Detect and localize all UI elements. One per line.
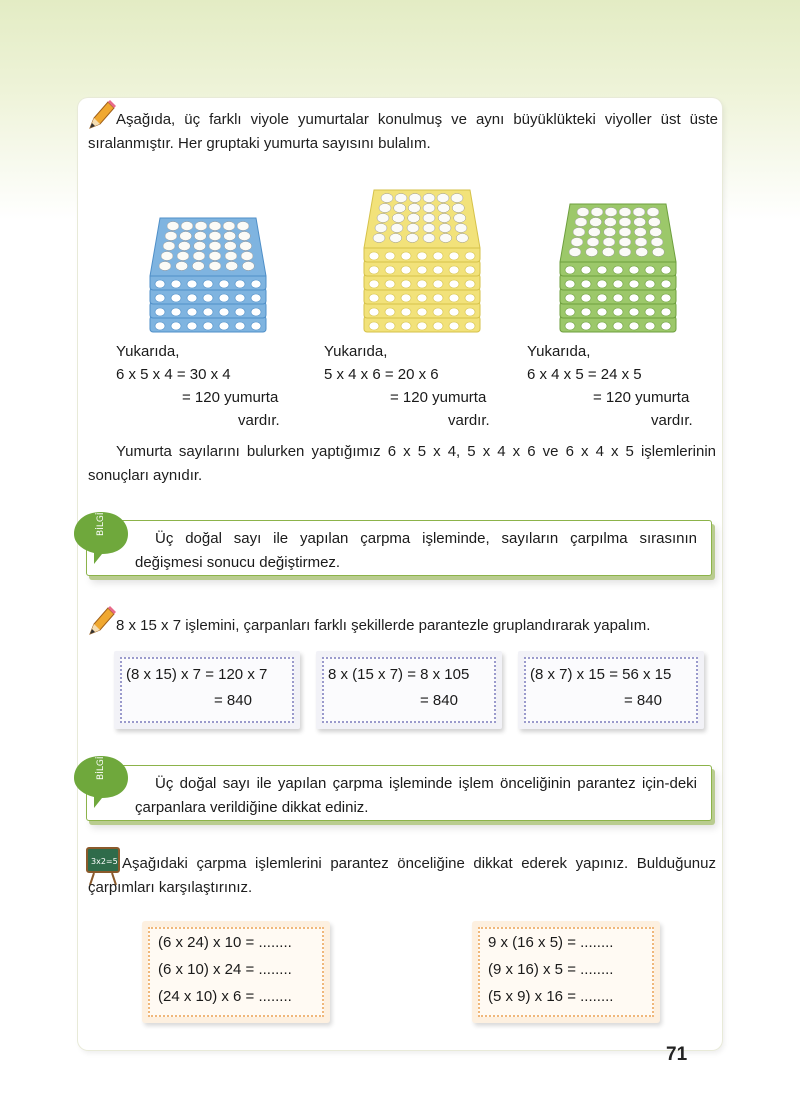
egg	[647, 208, 659, 217]
tray-hole	[629, 294, 639, 302]
tray-hole	[597, 266, 607, 274]
svg-text:BİLGİ: BİLGİ	[96, 512, 106, 536]
tray-hole	[171, 294, 181, 302]
egg	[240, 242, 252, 251]
grouping-line: (8 x 15) x 7 = 120 x 7	[126, 666, 268, 683]
egg	[181, 222, 193, 231]
egg	[573, 228, 585, 237]
calc-column-2	[324, 340, 514, 432]
tray-hole	[645, 322, 655, 330]
tray-hole	[187, 322, 197, 330]
tray-hole	[187, 280, 197, 288]
tray-hole	[581, 280, 591, 288]
egg	[177, 252, 189, 261]
egg	[379, 204, 391, 213]
tray-hole	[203, 308, 213, 316]
exercise-box-left	[142, 921, 330, 1023]
egg	[406, 234, 418, 243]
egg	[209, 232, 221, 241]
page-number: 71	[666, 1044, 688, 1065]
tray-hole	[465, 252, 475, 260]
egg	[636, 248, 648, 257]
egg	[423, 194, 435, 203]
grouping-box-1	[114, 651, 300, 729]
tray-hole	[465, 266, 475, 274]
tray-hole	[417, 266, 427, 274]
tray-hole	[155, 294, 165, 302]
tray-hole	[597, 322, 607, 330]
calc-line: = 120 yumurta	[593, 389, 690, 406]
egg	[223, 222, 235, 231]
tray-hole	[465, 322, 475, 330]
egg	[619, 208, 631, 217]
exercise-item: (24 x 10) x 6 = ........	[158, 988, 292, 1005]
tray-hole	[581, 294, 591, 302]
tray-hole	[645, 294, 655, 302]
tray-hole	[645, 308, 655, 316]
tray-hole	[251, 308, 261, 316]
egg	[438, 204, 450, 213]
egg	[652, 248, 664, 257]
egg	[602, 248, 614, 257]
tray-hole	[433, 252, 443, 260]
egg	[165, 232, 177, 241]
pencil-icon	[86, 604, 116, 638]
egg	[423, 224, 435, 233]
tray-hole	[449, 266, 459, 274]
tray-hole	[449, 252, 459, 260]
tray-hole	[449, 294, 459, 302]
egg	[159, 262, 171, 271]
exercise-box-right	[472, 921, 660, 1023]
svg-text:BİLGİ: BİLGİ	[96, 756, 106, 780]
tray-hole	[171, 308, 181, 316]
egg	[650, 228, 662, 237]
tray-hole	[449, 308, 459, 316]
exercise-item: (6 x 24) x 10 = ........	[158, 934, 292, 951]
egg	[192, 262, 204, 271]
tray-hole	[385, 280, 395, 288]
tray-hole	[565, 308, 575, 316]
tray-hole	[597, 308, 607, 316]
egg	[408, 214, 420, 223]
tray-hole	[597, 294, 607, 302]
tray-hole	[385, 322, 395, 330]
tray-hole	[369, 322, 379, 330]
tray-hole	[645, 266, 655, 274]
egg	[226, 262, 238, 271]
egg	[238, 232, 250, 241]
tray-hole	[565, 322, 575, 330]
tray-hole	[417, 322, 427, 330]
egg	[605, 208, 617, 217]
tray-hole	[187, 294, 197, 302]
tray-hole	[629, 280, 639, 288]
tray-hole	[235, 308, 245, 316]
egg	[224, 232, 236, 241]
egg	[193, 252, 205, 261]
egg	[438, 214, 450, 223]
tray-hole	[369, 266, 379, 274]
egg	[440, 234, 452, 243]
exercise-item: (6 x 10) x 24 = ........	[158, 961, 292, 978]
intro-text: Aşağıda, üç farklı viyole yumurtalar konulmuş ve aynı büyüklükteki viyoller üst üste sıralanmıştır. Her gruptaki yumurta sayısını bulalım.	[88, 111, 718, 152]
tray-hole	[369, 308, 379, 316]
egg	[437, 194, 449, 203]
tray-hole	[597, 280, 607, 288]
tray-hole	[645, 280, 655, 288]
tray-hole	[251, 322, 261, 330]
tray-hole	[465, 308, 475, 316]
tray-hole	[417, 294, 427, 302]
egg	[454, 214, 466, 223]
calc-line: vardır.	[651, 412, 693, 429]
tray-hole	[235, 294, 245, 302]
tray-hole	[385, 294, 395, 302]
tray-hole	[433, 294, 443, 302]
tray-hole	[401, 280, 411, 288]
tray-hole	[401, 252, 411, 260]
info-box-1: Üç doğal sayı ile yapılan çarpma işleminde, sayıların çarpılma sırasının değişmesi sonucu değiştirmez.	[86, 520, 712, 576]
tray-hole	[565, 266, 575, 274]
egg	[456, 234, 468, 243]
tray-hole	[401, 266, 411, 274]
egg	[423, 204, 435, 213]
tray-hole	[661, 294, 671, 302]
calc-line: = 120 yumurta	[182, 389, 279, 406]
tray-hole	[581, 322, 591, 330]
tray-hole	[629, 308, 639, 316]
calc-head: Yukarıda,	[116, 343, 180, 360]
tray-hole	[155, 308, 165, 316]
tray-hole	[219, 322, 229, 330]
egg	[619, 228, 631, 237]
calc-line: vardır.	[238, 412, 280, 429]
egg	[209, 242, 221, 251]
tray-hole	[219, 294, 229, 302]
egg	[619, 238, 631, 247]
exercise-item: 9 x (16 x 5) = ........	[488, 934, 614, 951]
tray-hole	[235, 322, 245, 330]
egg	[604, 228, 616, 237]
calc-line: 5 x 4 x 6 = 20 x 6	[324, 366, 439, 383]
egg	[224, 242, 236, 251]
egg	[176, 262, 188, 271]
egg	[651, 238, 663, 247]
tray-hole	[401, 308, 411, 316]
tray-hole	[433, 280, 443, 288]
egg	[603, 238, 615, 247]
egg	[242, 262, 254, 271]
grouping-result: = 840	[214, 692, 252, 709]
calc-line: vardır.	[448, 412, 490, 429]
egg	[591, 208, 603, 217]
grouping-box-3	[518, 651, 704, 729]
tray-hole	[613, 280, 623, 288]
tray-hole	[235, 280, 245, 288]
tray-hole	[581, 266, 591, 274]
tray-hole	[385, 252, 395, 260]
egg	[194, 232, 206, 241]
egg	[633, 208, 645, 217]
tray-hole	[661, 322, 671, 330]
tray-hole	[565, 280, 575, 288]
tray-hole	[629, 322, 639, 330]
egg	[237, 222, 249, 231]
egg	[586, 248, 598, 257]
tray-hole	[155, 280, 165, 288]
exercise-item: (5 x 9) x 16 = ........	[488, 988, 614, 1005]
grouping-line: (8 x 7) x 15 = 56 x 15	[530, 666, 672, 683]
tray-hole	[369, 280, 379, 288]
egg	[408, 204, 420, 213]
tray-hole	[203, 294, 213, 302]
tray-hole	[417, 252, 427, 260]
tray-hole	[155, 322, 165, 330]
egg	[439, 224, 451, 233]
calc-column-1	[116, 340, 306, 432]
tray-hole	[171, 280, 181, 288]
tray-hole	[401, 294, 411, 302]
info-box-2: Üç doğal sayı ile yapılan çarpma işleminde işlem önceliğinin parantez için-deki çarpanlara verildiğine dikkat ediniz.	[86, 765, 712, 821]
tray-hole	[613, 308, 623, 316]
calc-head: Yukarıda,	[324, 343, 388, 360]
tray-hole	[219, 308, 229, 316]
grouping-box-2	[316, 651, 502, 729]
tray-hole	[251, 294, 261, 302]
egg	[225, 252, 237, 261]
egg	[590, 218, 602, 227]
speech-bubble-icon	[72, 508, 130, 568]
egg	[407, 224, 419, 233]
egg	[423, 214, 435, 223]
egg	[423, 234, 435, 243]
calc-column-3	[527, 340, 717, 432]
egg-tray-stack-blue	[146, 194, 270, 334]
egg-tray-stack-yellow	[360, 170, 484, 334]
tray-hole	[449, 322, 459, 330]
egg	[241, 252, 253, 261]
tray-hole	[613, 294, 623, 302]
egg	[588, 228, 600, 237]
egg	[209, 222, 221, 231]
egg	[373, 234, 385, 243]
tray-hole	[251, 280, 261, 288]
egg	[619, 218, 631, 227]
grouping-line: 8 x (15 x 7) = 8 x 105	[328, 666, 470, 683]
egg	[167, 222, 179, 231]
egg	[575, 218, 587, 227]
speech-bubble-icon	[72, 752, 130, 812]
egg	[195, 222, 207, 231]
egg	[381, 194, 393, 203]
egg	[409, 194, 421, 203]
tray-hole	[581, 308, 591, 316]
tray-hole	[613, 322, 623, 330]
egg	[394, 204, 406, 213]
egg	[569, 248, 581, 257]
tray-hole	[449, 280, 459, 288]
tray-hole	[401, 322, 411, 330]
tray-hole	[661, 266, 671, 274]
board-label: 3x2=5	[91, 857, 118, 866]
egg	[604, 218, 616, 227]
tray-hole	[433, 266, 443, 274]
egg	[587, 238, 599, 247]
egg	[209, 262, 221, 271]
tray-hole	[219, 280, 229, 288]
egg	[634, 218, 646, 227]
egg	[648, 218, 660, 227]
tray-hole	[187, 308, 197, 316]
tray-hole	[203, 280, 213, 288]
egg	[395, 194, 407, 203]
tray-hole	[385, 266, 395, 274]
calc-line: 6 x 4 x 5 = 24 x 5	[527, 366, 642, 383]
tray-hole	[369, 294, 379, 302]
tray-hole	[661, 280, 671, 288]
egg	[375, 224, 387, 233]
tray-hole	[417, 308, 427, 316]
egg	[390, 234, 402, 243]
tray-hole	[629, 266, 639, 274]
egg	[180, 232, 192, 241]
summary-text: Yumurta sayılarını bulurken yaptığımız 6 x 5 x 4, 5 x 4 x 6 ve 6 x 4 x 5 işlemlerinin sonuçları aynıdır.	[88, 443, 716, 484]
grouping-result: = 840	[420, 692, 458, 709]
egg	[619, 248, 631, 257]
egg	[392, 214, 404, 223]
exercise-text: Aşağıdaki çarpma işlemlerini parantez önceliğine dikkat ederek yapınız. Bulduğunuz çarpımları karşılaştırınız.	[88, 855, 716, 896]
calc-line: 6 x 5 x 4 = 30 x 4	[116, 366, 231, 383]
egg	[209, 252, 221, 261]
tray-hole	[565, 294, 575, 302]
tray-hole	[385, 308, 395, 316]
grouping-result: = 840	[624, 692, 662, 709]
egg	[178, 242, 190, 251]
tray-hole	[465, 294, 475, 302]
egg	[194, 242, 206, 251]
egg	[452, 204, 464, 213]
calc-head: Yukarıda,	[527, 343, 591, 360]
egg	[634, 228, 646, 237]
egg	[571, 238, 583, 247]
tray-hole	[661, 308, 671, 316]
tray-hole	[465, 280, 475, 288]
egg	[161, 252, 173, 261]
calc-line: = 120 yumurta	[390, 389, 487, 406]
egg	[635, 238, 647, 247]
exercise-item: (9 x 16) x 5 = ........	[488, 961, 614, 978]
tray-hole	[433, 322, 443, 330]
egg	[577, 208, 589, 217]
egg	[455, 224, 467, 233]
tray-hole	[171, 322, 181, 330]
tray-hole	[433, 308, 443, 316]
egg	[163, 242, 175, 251]
tray-hole	[417, 280, 427, 288]
tray-hole	[203, 322, 213, 330]
tray-hole	[613, 266, 623, 274]
egg	[451, 194, 463, 203]
tray-hole	[369, 252, 379, 260]
egg	[377, 214, 389, 223]
task-2-text: 8 x 15 x 7 işlemini, çarpanları farklı şekillerde parantezle gruplandırarak yapalım.	[116, 617, 651, 634]
egg	[391, 224, 403, 233]
egg-tray-stack-green	[556, 182, 680, 334]
